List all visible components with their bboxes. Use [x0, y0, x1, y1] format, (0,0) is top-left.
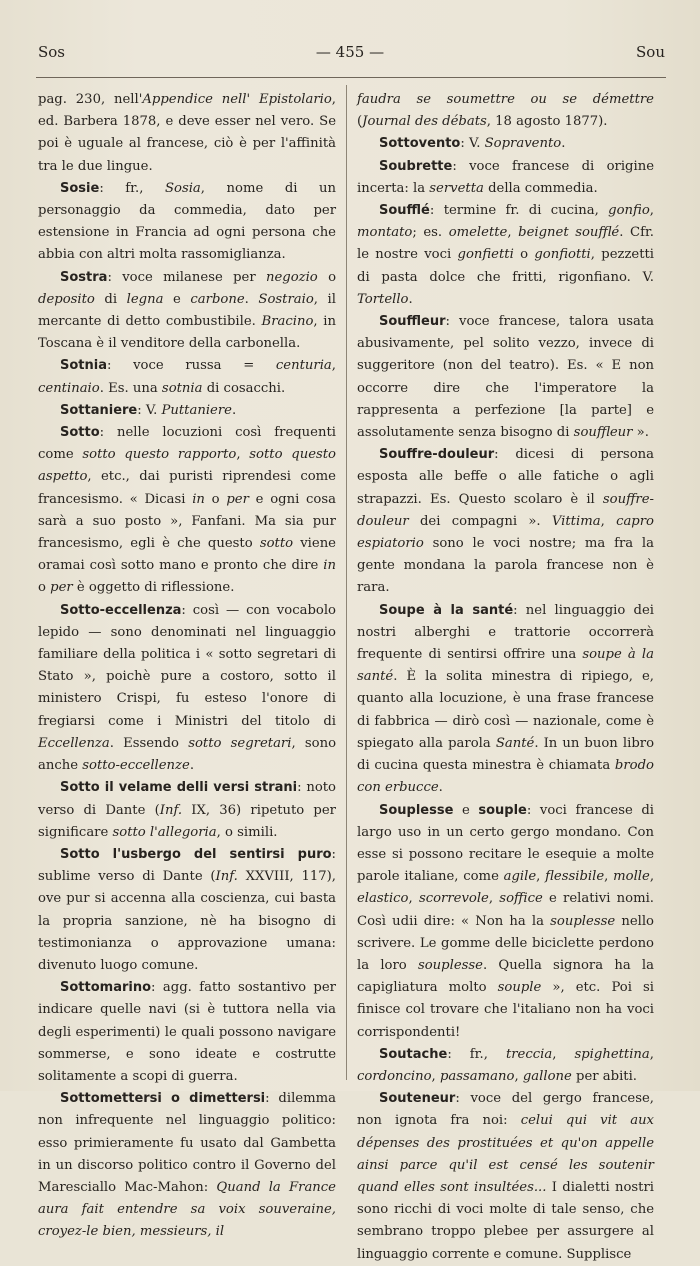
entry-definition: : nel linguaggio dei nostri alberghi e trattorie occorrerà frequente di sentirsi offrire una soupe à la santé. È la solita minestra di ripiego, e, quanto alla locuzione, è una frase francese di fabbrica — dirò così — nazionale, come è spiegato alla parola Santé. In un buon libro di cucina questa minestra è chiamata brodo con erbucce. [357, 602, 655, 796]
entry-souffre [357, 444, 654, 599]
entry-definition: : dilemma non infrequente nel linguaggio politico: esso primieramente fu usato dal Gambetta in un discorso politico contro il Governo del Maresciallo Mac-Mahon: Quand la France aura fait entendre sa voix souveraine, croyez-le bien, messieurs, il [38, 1091, 336, 1240]
header-left-guide-word: Sos [38, 43, 66, 61]
entry-definition: : dicesi di persona esposta alle beffe o alle fatiche o agli strapazzi. Es. Questo scolaro è il souffre-douleur dei compagni ». Vittima, capro espiatorio sono le voci nostre; ma fra la gente mondana la parola francese non è rara. [357, 447, 654, 596]
entry-sostra [38, 267, 336, 356]
page-number: — 455 — [315, 43, 385, 61]
header-rule [36, 77, 666, 78]
entry-headword: Sottovento [379, 136, 461, 152]
entry-souplesse [357, 800, 654, 1044]
entry-headword: Sotto-eccellenza [60, 602, 182, 618]
entry-headword: Souffleur [379, 314, 446, 330]
entry-sottaniere [38, 400, 336, 422]
entry-sosie [38, 178, 336, 267]
entry-sottomettersi [38, 1088, 336, 1243]
entry-headword: Sosie [60, 180, 100, 196]
entry-cont2 [357, 89, 654, 133]
entry-sottomarino [38, 977, 336, 1088]
entry-definition: : fr., treccia, spighettina, cordoncino, passamano, gallone per abiti. [357, 1046, 654, 1084]
entry-velame [38, 777, 336, 844]
entry-definition: pag. 230, nell'Appendice nell' Epistolario, ed. Barbera 1878, e deve esser nel vero. Se poi è uguale al francese, ciò è per l'affinità tra le due lingue. [38, 92, 336, 174]
entry-headword: Sotto il velame delli versi strani [60, 780, 298, 796]
entry-headword: Soufflé [379, 203, 430, 219]
header-right-guide-word: Sou [636, 43, 665, 61]
page-header [0, 41, 700, 71]
entry-cont [38, 89, 336, 178]
entry-definition: : così — con vocabolo lepido — sono denominati nel linguaggio familiare della politica i « sotto segretari di Stato », poichè pure a costoro, sotto il ministero Crispi, fu esteso l'onore di fregiarsi come i Ministri del titolo di Eccellenza. Essendo sotto segretari, sono anche sotto-eccellenze. [38, 602, 337, 774]
entry-headword: Sotnia [60, 358, 107, 374]
left-column [38, 89, 336, 1244]
entry-souffleur [357, 311, 654, 444]
entry-headword: Sostra [60, 269, 108, 285]
entry-definition: : voce milanese per negozio o deposito di legna e carbone. Sostraio, il mercante di detto combustibile. Bracino, in Toscana è il venditore della carbonella. [38, 269, 337, 352]
right-column [357, 89, 654, 1266]
entry-definition: e souple: voci francese di largo uso in un certo gergo mondano. Con esse si possono recitare le esequie a molte parole italiane, come agile, flessibile, molle, elastico, scorrevole, soffice e relativi nomi. Così udii dire: « Non ha la souplesse nello scrivere. Le gomme delle biciclette perdono la loro souplesse. Quella signora ha la capigliatura molto souple », etc. Poi si finisce col trovare che l'italiano non ha voci corrispondenti! [357, 802, 655, 1040]
entry-definition: : termine fr. di cucina, gonfio, montato; es. omelette, beignet soufflé. Cfr. le nostre voci gonfietti o gonfiotti, pezzetti di pasta dolce che fritti, rigonfiano. V. Tortello. [357, 203, 655, 307]
entry-definition: : voce francese, talora usata abusivamente, pel solito vezzo, invece di suggeritore (non del teatro). Es. « E non occorre dire che l'imperatore la rappresenta a perfezione [la parte] e assolutamente senza bisogno di souffleur ». [357, 314, 654, 441]
entry-sottovento [357, 133, 654, 155]
entry-sotto [38, 422, 336, 600]
entry-sotto-eccellenza [38, 600, 336, 778]
entry-definition: faudra se soumettre ou se démettre (Journal des débats, 18 agosto 1877). [357, 92, 654, 130]
entry-headword: Sottaniere [60, 402, 138, 418]
entry-headword: Souteneur [379, 1091, 456, 1107]
entry-definition: : agg. fatto sostantivo per indicare quelle navi (si è tuttora nella via degli esperimenti) le quali possono navigare sommerse, e sono ideate e costrutte solitamente a scopi di guerra. [38, 980, 336, 1084]
entry-usbergo [38, 844, 336, 977]
entry-headword: Souplesse [379, 802, 454, 818]
entry-definition: : sublime verso di Dante (Inf. XXVIII, 117), ove pur si accenna alla coscienza, cui basta la propria sanzione, nè ha bisogno di testimonianza o approvazione umana: divenuto luogo comune. [38, 846, 336, 973]
entry-headword: Soubrette [379, 158, 453, 174]
entry-headword: Sotto [60, 425, 100, 441]
entry-headword: Sottomettersi o dimettersi [60, 1091, 266, 1107]
entry-definition: : V. Puttaniere. [137, 402, 237, 418]
entry-definition: : voce russa = centuria, centinaio. Es. una sotnia di cosacchi. [38, 358, 336, 396]
entry-soupe [357, 600, 654, 800]
entry-definition: : fr., Sosia, nome di un personaggio da commedia, dato per estensione in Francia ad ogni persona che abbia con altri molta rassomiglianza. [38, 180, 337, 263]
entry-headword: Soutache [379, 1046, 448, 1062]
entry-definition: : voce francese di origine incerta: la servetta della commedia. [357, 158, 654, 196]
entry-soutache [357, 1044, 654, 1088]
column-divider [346, 85, 347, 1080]
entry-souteneur [357, 1088, 654, 1266]
entry-definition: : voce del gergo francese, non ignota fra noi: celui qui vit aux dépenses des prostituées et qu'on appelle ainsi parce qu'il est censé les soutenir quand elles sont insultées... I dialetti nostri sono ricchi di voci molte di tale senso, che sembrano troppo plebee per assurgere al linguaggio corrente e comune. Supplisce [357, 1091, 655, 1262]
entry-headword: Soupe à la santé [379, 602, 514, 618]
entry-definition: : noto verso di Dante (Inf. IX, 36) ripetuto per significare sotto l'allegoria, o simili. [38, 780, 336, 840]
entry-headword: Souffre-douleur [379, 447, 495, 463]
entry-sotnia [38, 355, 336, 399]
entry-definition: : V. Sopravento. [460, 136, 566, 152]
entry-headword: Sotto l'usbergo del sentirsi puro [60, 846, 332, 862]
entry-souffle [357, 200, 654, 311]
entry-definition: : nelle locuzioni così frequenti come sotto questo rapporto, sotto questo aspetto, etc., dai puristi riprendesi come francesismo. « Dicasi in o per e ogni cosa sarà a suo posto », Fanfani. Ma sia pur francesismo, egli è che questo sotto viene oramai così sotto mano e pronto che dire in o per è oggetto di riflessione. [38, 425, 336, 596]
entry-headword: Sottomarino [60, 980, 152, 996]
entry-soubrette [357, 156, 654, 200]
